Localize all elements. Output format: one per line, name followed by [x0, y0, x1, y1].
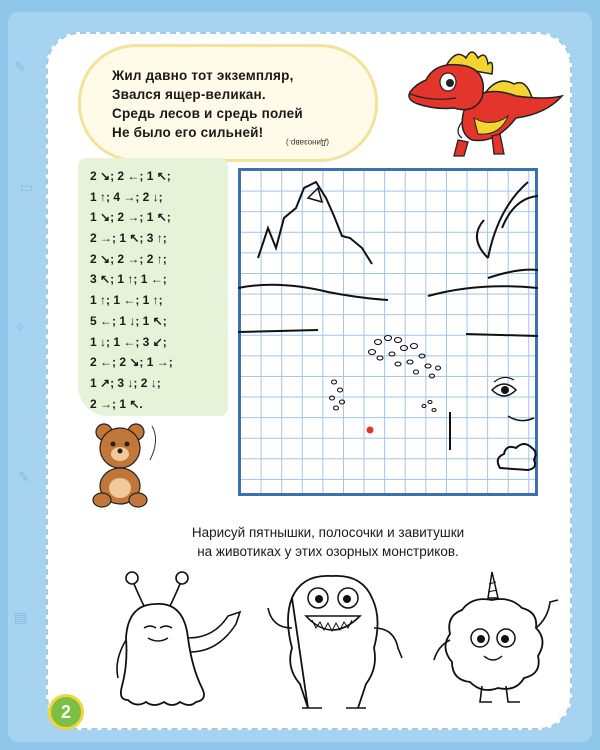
code-line: 2 ↘; 2 ←; 1 ↖;	[90, 169, 171, 183]
poem	[112, 66, 362, 142]
instruction-line: Нарисуй пятнышки, полосочки и завитушки	[191, 525, 465, 540]
code-line: 2 →; 1 ↖; 3 ↑;	[90, 231, 167, 246]
poem-line: Жил давно тот экземпляр,	[112, 68, 294, 83]
code-line: 5 ←; 1 ↓; 1 ↖;	[90, 313, 167, 328]
code-line: 1 ↑; 4 →; 2 ↓;	[90, 189, 163, 204]
pencil-doodle-icon: ✎	[14, 60, 26, 76]
code-line: 3 ↖; 1 ↑; 1 ←;	[90, 272, 167, 287]
poem-line: Звался ящер-великан.	[112, 87, 266, 102]
code-line: 1 ↑; 1 ←; 1 ↑;	[90, 293, 163, 308]
alien-monster-illustration	[104, 568, 254, 718]
dinosaur-illustration	[396, 44, 566, 164]
poem-line: Средь лесов и средь полей	[112, 106, 303, 121]
star-doodle-icon: ✧	[14, 320, 26, 336]
page-number-badge: 2	[48, 694, 84, 730]
unicorn-fluffball-illustration	[426, 564, 566, 714]
code-line: 1 ↗; 3 ↓; 2 ↓;	[90, 375, 161, 390]
poem-line: Не было его сильней!	[112, 125, 264, 140]
code-line: 1 ↘; 2 →; 1 ↖;	[90, 210, 171, 225]
furry-monster-illustration	[262, 568, 412, 718]
start-point	[367, 427, 374, 434]
teddy-bear-illustration	[88, 420, 168, 510]
code-line: 1 ↓; 1 ←; 3 ↙;	[90, 334, 167, 349]
instruction-text	[128, 523, 528, 561]
pencil-doodle-icon: ✎	[18, 470, 30, 486]
code-line: 2 →; 1 ↖.	[90, 396, 143, 411]
code-line: 2 ↘; 2 →; 2 ↑;	[90, 251, 167, 266]
riddle-answer: (Динозавр.)	[286, 138, 330, 147]
ruler-doodle-icon: ▭	[20, 180, 34, 196]
grid-drawing	[238, 168, 538, 496]
code-line: 2 ←; 2 ↘; 1 →;	[90, 355, 173, 370]
instruction-line: на животиках у этих озорных монстриков.	[197, 544, 459, 559]
book-doodle-icon: ▤	[14, 610, 28, 626]
graphic-dictation-code	[90, 166, 173, 414]
